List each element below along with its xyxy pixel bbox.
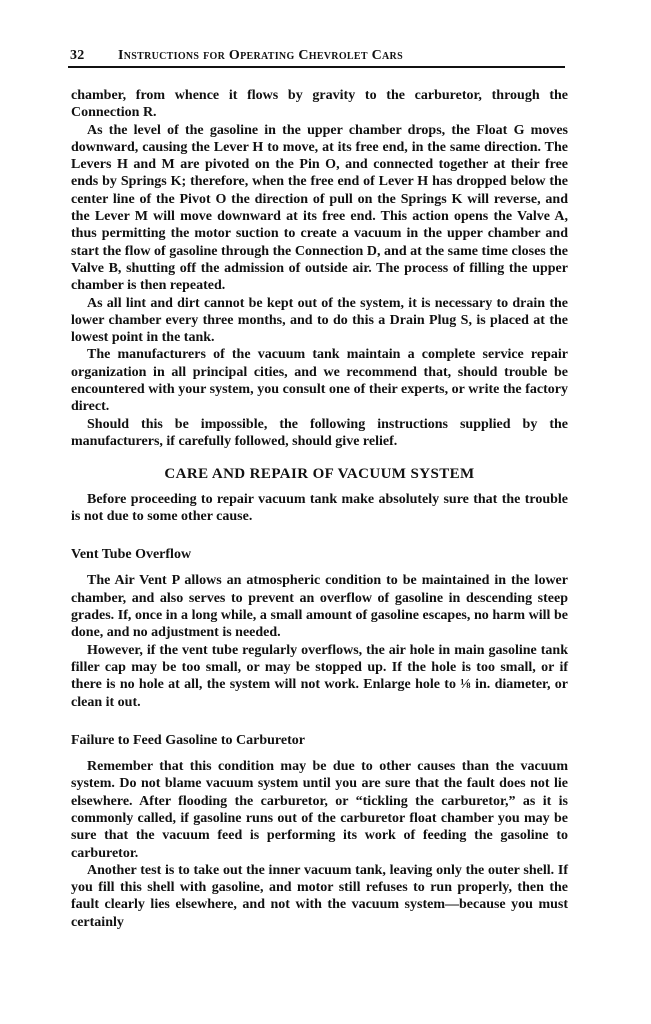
paragraph: Another test is to take out the inner vacuum tank, leaving only the outer shell. If you fill this shell with gasoline, and motor still refuses to run properly, then the fault clearly lies elsewhere, and not with the vacuum system—because you must certainly <box>71 862 568 930</box>
paragraph: chamber, from whence it flows by gravity to the carburetor, through the Connection R. <box>71 88 568 121</box>
paragraph: Should this be impossible, the following instructions supplied by the manufacturers, if carefully followed, should give relief. <box>71 416 568 449</box>
paragraph: The manufacturers of the vacuum tank maintain a complete service repair organization in all principal cities, and we recommend that, should trouble be encountered with your system, you consult one of their experts, or write the factory direct. <box>71 347 568 415</box>
running-title: Instructions for Operating Chevrolet Cars <box>118 48 403 63</box>
paragraph: The Air Vent P allows an atmospheric condition to be maintained in the lower chamber, and also serves to prevent an overflow of gasoline in descending steep grades. If, once in a long while, a small amount of gasoline escapes, no harm will be done, and no adjustment is needed. <box>71 573 568 641</box>
running-header <box>70 47 564 65</box>
body-text <box>71 87 568 931</box>
paragraph: However, if the vent tube regularly overflows, the air hole in main gasoline tank filler cap may be too small, or may be stopped up. If the hole is too small, or if there is no hole at all, the system will not work. Enlarge hole to ⅛ in. diameter, or clean it out. <box>71 642 568 710</box>
paragraph: Before proceeding to repair vacuum tank make absolutely sure that the trouble is not due to some other cause. <box>71 491 568 524</box>
subheading: Vent Tube Overflow <box>71 547 192 563</box>
section-heading: CARE AND REPAIR OF VACUUM SYSTEM <box>164 466 475 483</box>
paragraph: Remember that this condition may be due to other causes than the vacuum system. Do not blame vacuum system until you are sure that the fault does not lie elsewhere. After flooding the carburetor, or “tickling the carburetor,” as it is commonly called, if gasoline runs out of the carburetor float chamber you may be sure that the vacuum feed is performing its work of feeding the gasoline to carburetor. <box>71 759 568 861</box>
page-number: 32 <box>70 48 85 63</box>
paragraph: As all lint and dirt cannot be kept out of the system, it is necessary to drain the lower chamber every three months, and to do this a Drain Plug S, is placed at the lowest point in the tank. <box>71 295 568 346</box>
header-rule <box>68 66 565 68</box>
subheading: Failure to Feed Gasoline to Carburetor <box>71 732 305 748</box>
paragraph: As the level of the gasoline in the upper chamber drops, the Float G moves downward, causing the Lever H to move, at its free end, in the same direction. The Levers H and M are pivoted on the Pin O, and connected together at their free ends by Springs K; therefore, when the free end of Lever H has dropped below the center line of the Pivot O the direction of pull on the Springs K will reverse, and the Lever M will move downward at its free end. This action opens the Valve A, thus permitting the motor suction to create a vacuum in the upper chamber and start the flow of gasoline through the Connection D, and at the same time closes the Valve B, shutting off the admission of outside air. The process of filling the upper chamber is then repeated. <box>71 122 568 294</box>
